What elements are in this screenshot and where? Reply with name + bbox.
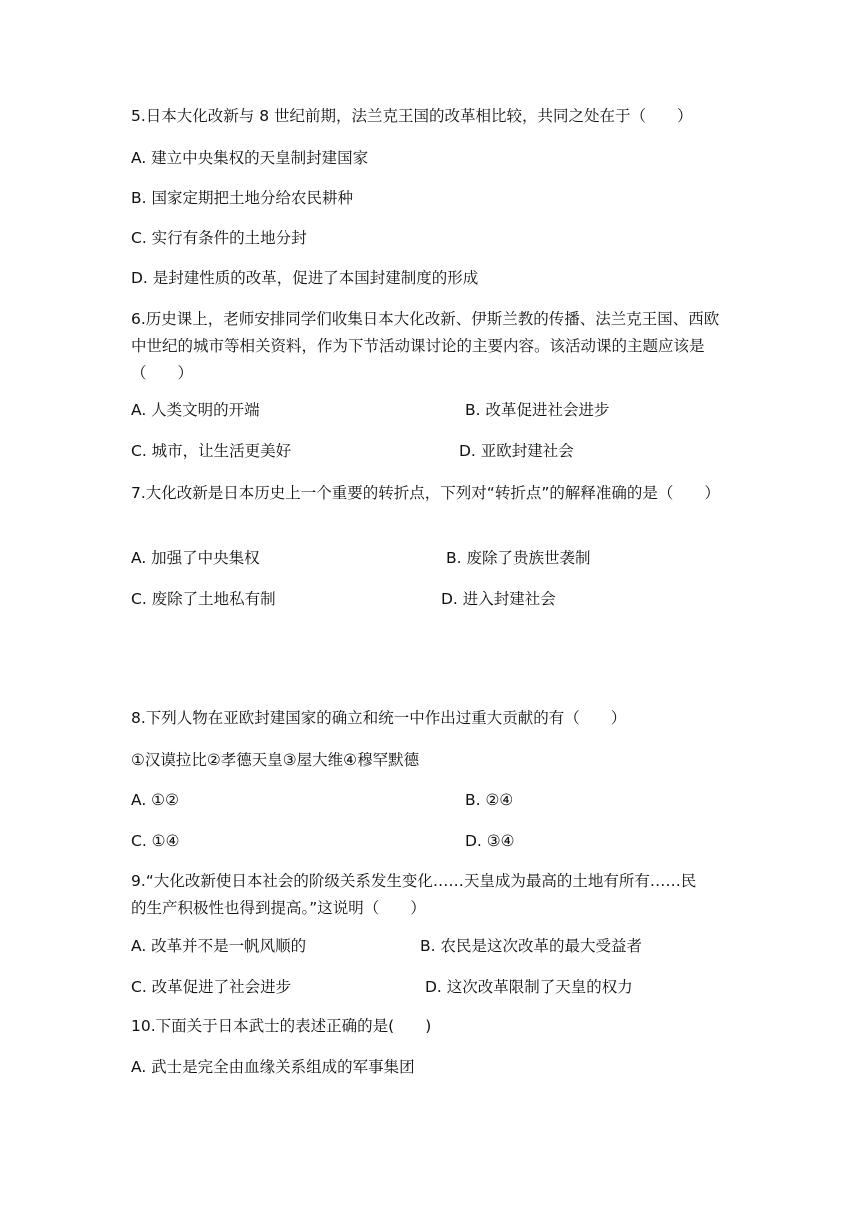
question-8-option-c: C. ①④ xyxy=(131,832,180,850)
question-8-option-d: D. ③④ xyxy=(465,832,515,850)
question-9-stem: 9.“大化改新使日本社会的阶级关系发生变化……天皇成为最高的土地有所有……民的生产积极性也得到提高。”这说明（ ） xyxy=(131,872,697,917)
question-5-stem: 5.日本大化改新与 8 世纪前期，法兰克王国的改革相比较，共同之处在于（ ） xyxy=(131,107,693,125)
question-9-option-c: C. 改革促进了社会进步 xyxy=(131,978,292,996)
question-8-items: ①汉谟拉比②孝德天皇③屋大维④穆罕默德 xyxy=(131,751,420,769)
question-9-option-b: B. 农民是这次改革的最大受益者 xyxy=(420,937,642,955)
question-7-option-b: B. 废除了贵族世袭制 xyxy=(446,549,591,567)
question-8-stem: 8.下列人物在亚欧封建国家的确立和统一中作出过重大贡献的有（ ） xyxy=(131,709,627,727)
question-6-option-b: B. 改革促进社会进步 xyxy=(465,401,610,419)
question-6-option-a: A. 人类文明的开端 xyxy=(131,401,260,419)
question-5-option-d: D. 是封建性质的改革，促进了本国封建制度的形成 xyxy=(131,269,479,287)
question-8-option-a: A. ①② xyxy=(131,791,179,809)
question-9-option-a: A. 改革并不是一帆风顺的 xyxy=(131,937,307,955)
question-5-option-c: C. 实行有条件的土地分封 xyxy=(131,229,307,247)
question-8-option-b: B. ②④ xyxy=(465,791,514,809)
question-10-stem: 10.下面关于日本武士的表述正确的是( ) xyxy=(131,1017,432,1035)
question-6-option-c: C. 城市，让生活更美好 xyxy=(131,442,292,460)
question-5-option-b: B. 国家定期把土地分给农民耕种 xyxy=(131,189,353,207)
question-7-option-a: A. 加强了中央集权 xyxy=(131,549,260,567)
question-9-option-d: D. 这次改革限制了天皇的权力 xyxy=(425,978,633,996)
question-6-stem: 6.历史课上，老师安排同学们收集日本大化改新、伊斯兰教的传播、法兰克王国、西欧中世纪的城市等相关资料，作为下节活动课讨论的主要内容。该活动课的主题应该是（ ） xyxy=(131,310,720,382)
question-7-option-d: D. 进入封建社会 xyxy=(441,590,556,608)
question-7-option-c: C. 废除了土地私有制 xyxy=(131,590,276,608)
question-7-stem: 7.大化改新是日本历史上一个重要的转折点，下列对“转折点”的解释准确的是（ ） xyxy=(131,484,720,502)
question-6-option-d: D. 亚欧封建社会 xyxy=(459,442,574,460)
question-10-option-a: A. 武士是完全由血缘关系组成的军事集团 xyxy=(131,1058,415,1076)
question-5-option-a: A. 建立中央集权的天皇制封建国家 xyxy=(131,149,369,167)
